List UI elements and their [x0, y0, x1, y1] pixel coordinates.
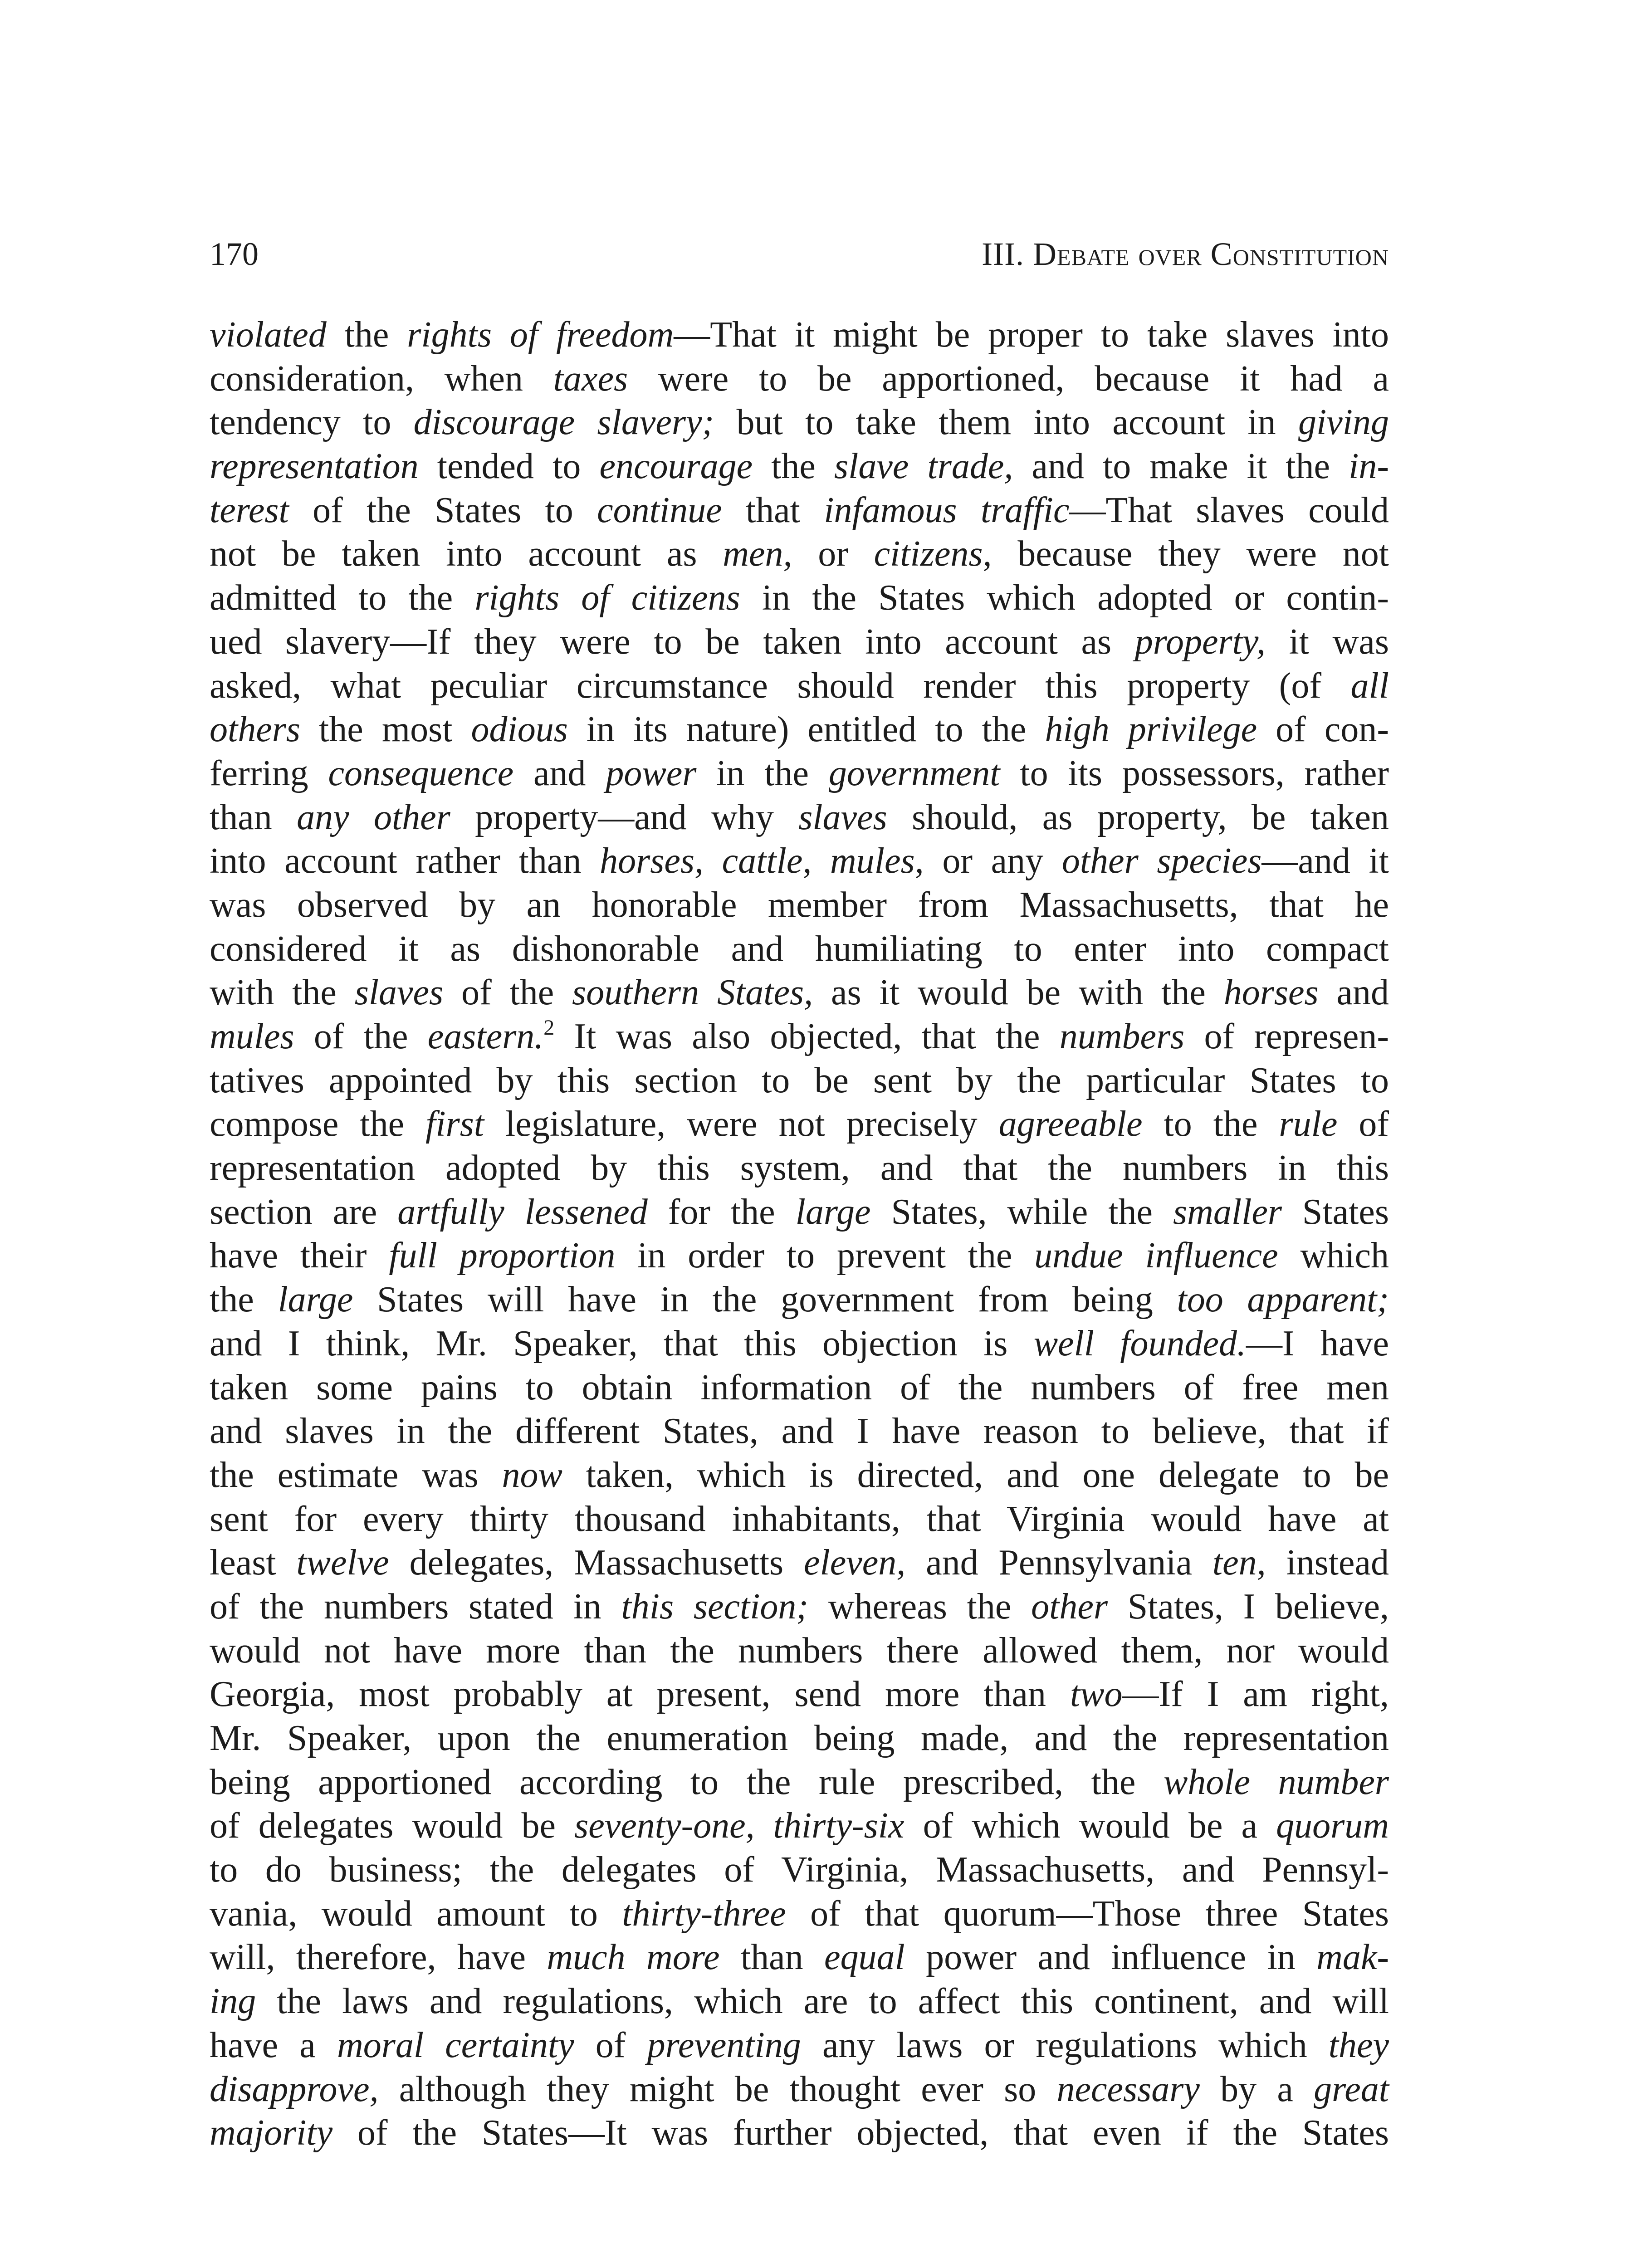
text-run: the	[210, 1280, 278, 1320]
page-number: 170	[210, 236, 259, 272]
italic-text: great	[1314, 2069, 1389, 2109]
italic-text: discourage slavery;	[413, 402, 714, 443]
italic-text: necessary	[1056, 2069, 1200, 2109]
text-run: Mr. Speaker, upon the enumeration being made, and the representation	[210, 1718, 1389, 1758]
text-run: It was also objected, that the	[554, 1017, 1060, 1056]
text-line	[210, 883, 1389, 927]
italic-text: artfully lessened	[397, 1192, 648, 1232]
text-line	[210, 1497, 1389, 1541]
text-run: as it would be with the	[813, 973, 1224, 1013]
italic-text: majority	[210, 2113, 333, 2153]
text-line	[210, 313, 1389, 357]
text-run: which	[1278, 1236, 1389, 1276]
text-run: tended to	[418, 446, 600, 487]
text-run: of con-	[1257, 709, 1389, 750]
text-run: consideration, when	[210, 358, 553, 399]
text-run: was observed by an honorable member from Massachusetts, that he	[210, 885, 1389, 925]
text-run: of	[1337, 1104, 1389, 1144]
italic-text: now	[502, 1455, 562, 1495]
text-line	[210, 2111, 1389, 2155]
text-line	[210, 1848, 1389, 1892]
text-run: property—and why	[450, 797, 799, 837]
text-run: the laws and regulations, which are to affect this continent, and will	[256, 1981, 1389, 2022]
text-run: tendency to	[210, 402, 414, 443]
italic-text: quorum	[1276, 1806, 1389, 1846]
italic-text: ten,	[1212, 1543, 1266, 1583]
body-text	[210, 313, 1389, 2155]
text-run: in the	[696, 753, 829, 793]
text-run: of which would be a	[904, 1806, 1276, 1846]
italic-text: disapprove,	[210, 2069, 379, 2109]
text-run: in order to prevent the	[615, 1236, 1035, 1276]
italic-text: too apparent;	[1177, 1280, 1389, 1320]
italic-text: horses, cattle, mules,	[600, 841, 924, 881]
text-run: representation adopted by this system, and that the numbers in this	[210, 1148, 1389, 1188]
text-line	[210, 576, 1389, 620]
text-run: being apportioned according to the rule prescribed, the	[210, 1762, 1164, 1802]
text-line	[210, 1716, 1389, 1760]
text-line	[210, 532, 1389, 576]
text-run: to the	[1142, 1104, 1279, 1144]
text-line	[210, 1980, 1389, 2024]
running-head	[210, 229, 1389, 279]
italic-text: mak-	[1316, 1937, 1389, 1978]
italic-text: they	[1328, 2025, 1389, 2065]
italic-text: numbers	[1059, 1017, 1185, 1056]
text-line	[210, 971, 1389, 1015]
text-run: any laws or regulations which	[801, 2025, 1329, 2065]
text-run: —That slaves could	[1069, 490, 1389, 530]
italic-text: any other	[297, 797, 450, 837]
text-run: legislature, were not precisely	[484, 1104, 999, 1144]
text-line	[210, 1322, 1389, 1366]
italic-text: citizens,	[874, 534, 992, 574]
text-line	[210, 1015, 1389, 1059]
text-run: it was	[1265, 621, 1389, 662]
italic-text: large	[278, 1280, 353, 1320]
text-line	[210, 1892, 1389, 1936]
text-run: and Pennsylvania	[905, 1543, 1213, 1583]
text-line	[210, 1453, 1389, 1497]
footnote-marker: 2	[543, 1016, 555, 1040]
text-line	[210, 1804, 1389, 1848]
text-run: to do business; the delegates of Virginia, Massachusetts, and Pennsyl-	[210, 1850, 1389, 1890]
italic-text: slaves	[354, 973, 444, 1013]
text-run: and	[513, 753, 606, 793]
text-run: than	[719, 1937, 825, 1978]
italic-text: full proportion	[389, 1236, 616, 1276]
italic-text: consequence	[328, 753, 514, 793]
italic-text: rights of citizens	[474, 578, 740, 618]
italic-text: southern States,	[572, 973, 813, 1013]
text-run: section are	[210, 1192, 398, 1232]
text-run: were to be apportioned, because it had a	[628, 358, 1389, 399]
text-line	[210, 620, 1389, 664]
italic-text: well founded.	[1033, 1323, 1247, 1364]
text-line	[210, 1278, 1389, 1322]
text-line	[210, 1760, 1389, 1804]
italic-text: moral certainty	[337, 2025, 574, 2065]
text-run: and to make it the	[1013, 446, 1349, 487]
text-run: compose the	[210, 1104, 426, 1144]
italic-text: others	[210, 709, 300, 750]
text-run: the	[753, 446, 835, 487]
text-line	[210, 2068, 1389, 2112]
text-run: the estimate was	[210, 1455, 502, 1495]
text-run: of that quorum—Those three States	[786, 1893, 1389, 1934]
text-run: the	[326, 315, 407, 355]
text-run: ferring	[210, 753, 328, 793]
text-run: States, while the	[870, 1192, 1173, 1232]
text-run: —If I am right,	[1122, 1674, 1389, 1715]
italic-text: eleven,	[804, 1543, 906, 1583]
italic-text: odious	[471, 709, 568, 750]
text-line	[210, 401, 1389, 445]
italic-text: rule	[1279, 1104, 1338, 1144]
text-run: Georgia, most probably at present, send more than	[210, 1674, 1070, 1715]
text-run: would not have more than the numbers there allowed them, nor would	[210, 1630, 1389, 1671]
text-run: have a	[210, 2025, 337, 2065]
text-run: of the numbers stated in	[210, 1586, 621, 1627]
italic-text: property,	[1134, 621, 1266, 662]
text-line	[210, 1672, 1389, 1716]
text-run: of the States—It was further objected, that even if the States	[332, 2113, 1389, 2153]
text-run: or any	[924, 841, 1062, 881]
text-run: in the States which adopted or contin-	[740, 578, 1389, 618]
text-line	[210, 489, 1389, 533]
text-line	[210, 1585, 1389, 1629]
text-line	[210, 796, 1389, 840]
text-line	[210, 752, 1389, 796]
italic-text: men,	[723, 534, 792, 574]
italic-text: in-	[1349, 446, 1389, 487]
text-run: and	[1318, 973, 1389, 1013]
text-run: not be taken into account as	[210, 534, 723, 574]
italic-text: government	[828, 753, 1000, 793]
italic-text: equal	[824, 1937, 905, 1978]
text-line	[210, 839, 1389, 883]
text-run: but to take them into account in	[714, 402, 1299, 443]
text-line	[210, 1059, 1389, 1103]
text-run: whereas the	[808, 1586, 1032, 1627]
section-title: III. Debate over Constitution	[982, 236, 1389, 272]
text-run: taken some pains to obtain information of the numbers of free men	[210, 1367, 1389, 1408]
text-run: although they might be thought ever so	[378, 2069, 1057, 2109]
text-run: vania, would amount to	[210, 1893, 622, 1934]
text-run: into account rather than	[210, 841, 600, 881]
italic-text: agreeable	[998, 1104, 1143, 1144]
italic-text: giving	[1298, 402, 1389, 443]
text-run: to its possessors, rather	[1000, 753, 1389, 793]
text-line	[210, 1409, 1389, 1453]
text-line	[210, 1541, 1389, 1585]
text-run: or	[792, 534, 874, 574]
text-run: of delegates would be	[210, 1806, 575, 1846]
text-run: for the	[647, 1192, 796, 1232]
text-line	[210, 1629, 1389, 1673]
text-line	[210, 1190, 1389, 1234]
italic-text: horses	[1223, 973, 1319, 1013]
text-line	[210, 664, 1389, 708]
text-run: —That it might be proper to take slaves into	[674, 315, 1389, 355]
text-run: ued slavery—If they were to be taken into account as	[210, 621, 1135, 662]
italic-text: twelve	[296, 1543, 389, 1583]
text-run: admitted to the	[210, 578, 475, 618]
italic-text: large	[795, 1192, 871, 1232]
text-run: with the	[210, 973, 355, 1013]
italic-text: much more	[547, 1937, 720, 1978]
italic-text: first	[425, 1104, 484, 1144]
italic-text: eastern.	[427, 1017, 544, 1056]
text-run: —and it	[1261, 841, 1389, 881]
text-line	[210, 1936, 1389, 1980]
italic-text: ing	[210, 1981, 256, 2022]
text-run: —I have	[1246, 1323, 1389, 1364]
text-run: taken, which is directed, and one delegate to be	[562, 1455, 1389, 1495]
italic-text: rights of freedom	[407, 315, 674, 355]
text-run: of the States to	[288, 490, 597, 530]
italic-text: violated	[210, 315, 327, 355]
text-line	[210, 708, 1389, 752]
italic-text: encourage	[599, 446, 753, 487]
text-line	[210, 1146, 1389, 1190]
text-line	[210, 357, 1389, 401]
text-run: considered it as dishonorable and humiliating to enter into compact	[210, 929, 1389, 969]
italic-text: whole number	[1163, 1762, 1389, 1802]
italic-text: this section;	[621, 1586, 809, 1627]
text-run: and I think, Mr. Speaker, that this objection is	[210, 1323, 1034, 1364]
italic-text: taxes	[553, 358, 628, 399]
italic-text: two	[1070, 1674, 1123, 1715]
italic-text: seventy-one, thirty-six	[574, 1806, 905, 1846]
text-run: that	[722, 490, 824, 530]
italic-text: smaller	[1173, 1192, 1282, 1232]
italic-text: other species	[1061, 841, 1262, 881]
italic-text: power	[606, 753, 697, 793]
text-run: asked, what peculiar circumstance should render this property (of	[210, 665, 1351, 706]
text-line	[210, 927, 1389, 971]
text-run: least	[210, 1543, 297, 1583]
italic-text: representation	[210, 446, 419, 487]
text-run: States will have in the government from being	[353, 1280, 1177, 1320]
text-run: in its nature) entitled to the	[567, 709, 1045, 750]
text-run: have their	[210, 1236, 389, 1276]
text-run: sent for every thirty thousand inhabitants, that Virginia would have at	[210, 1499, 1389, 1539]
text-run: will, therefore, have	[210, 1937, 547, 1978]
text-run: tatives appointed by this section to be sent by the particular States to	[210, 1060, 1389, 1100]
text-run: of represen-	[1184, 1017, 1389, 1056]
text-run: the most	[300, 709, 471, 750]
italic-text: all	[1350, 665, 1389, 706]
italic-text: mules	[210, 1017, 294, 1056]
italic-text: preventing	[647, 2025, 801, 2065]
text-run: power and influence in	[905, 1937, 1317, 1978]
text-run: instead	[1266, 1543, 1389, 1583]
italic-text: other	[1031, 1586, 1108, 1627]
text-run: should, as property, be taken	[887, 797, 1389, 837]
text-run: States	[1281, 1192, 1389, 1232]
text-run: because they were not	[992, 534, 1389, 574]
text-line	[210, 1366, 1389, 1410]
text-line	[210, 2024, 1389, 2068]
text-run: and slaves in the different States, and I have reason to believe, that if	[210, 1411, 1389, 1452]
italic-text: slaves	[798, 797, 887, 837]
italic-text: undue influence	[1034, 1236, 1278, 1276]
text-run: States, I believe,	[1108, 1586, 1389, 1627]
text-line	[210, 1102, 1389, 1146]
text-run: of	[574, 2025, 647, 2065]
text-run: than	[210, 797, 297, 837]
italic-text: slave trade,	[834, 446, 1013, 487]
text-line	[210, 1234, 1389, 1278]
italic-text: infamous traffic	[824, 490, 1070, 530]
text-run: by a	[1199, 2069, 1314, 2109]
text-run: of the	[294, 1017, 428, 1056]
italic-text: thirty-three	[622, 1893, 786, 1934]
italic-text: continue	[597, 490, 722, 530]
text-run: of the	[443, 973, 572, 1013]
italic-text: high privilege	[1045, 709, 1257, 750]
italic-text: terest	[210, 490, 289, 530]
text-line	[210, 445, 1389, 489]
text-run: delegates, Massachusetts	[389, 1543, 804, 1583]
